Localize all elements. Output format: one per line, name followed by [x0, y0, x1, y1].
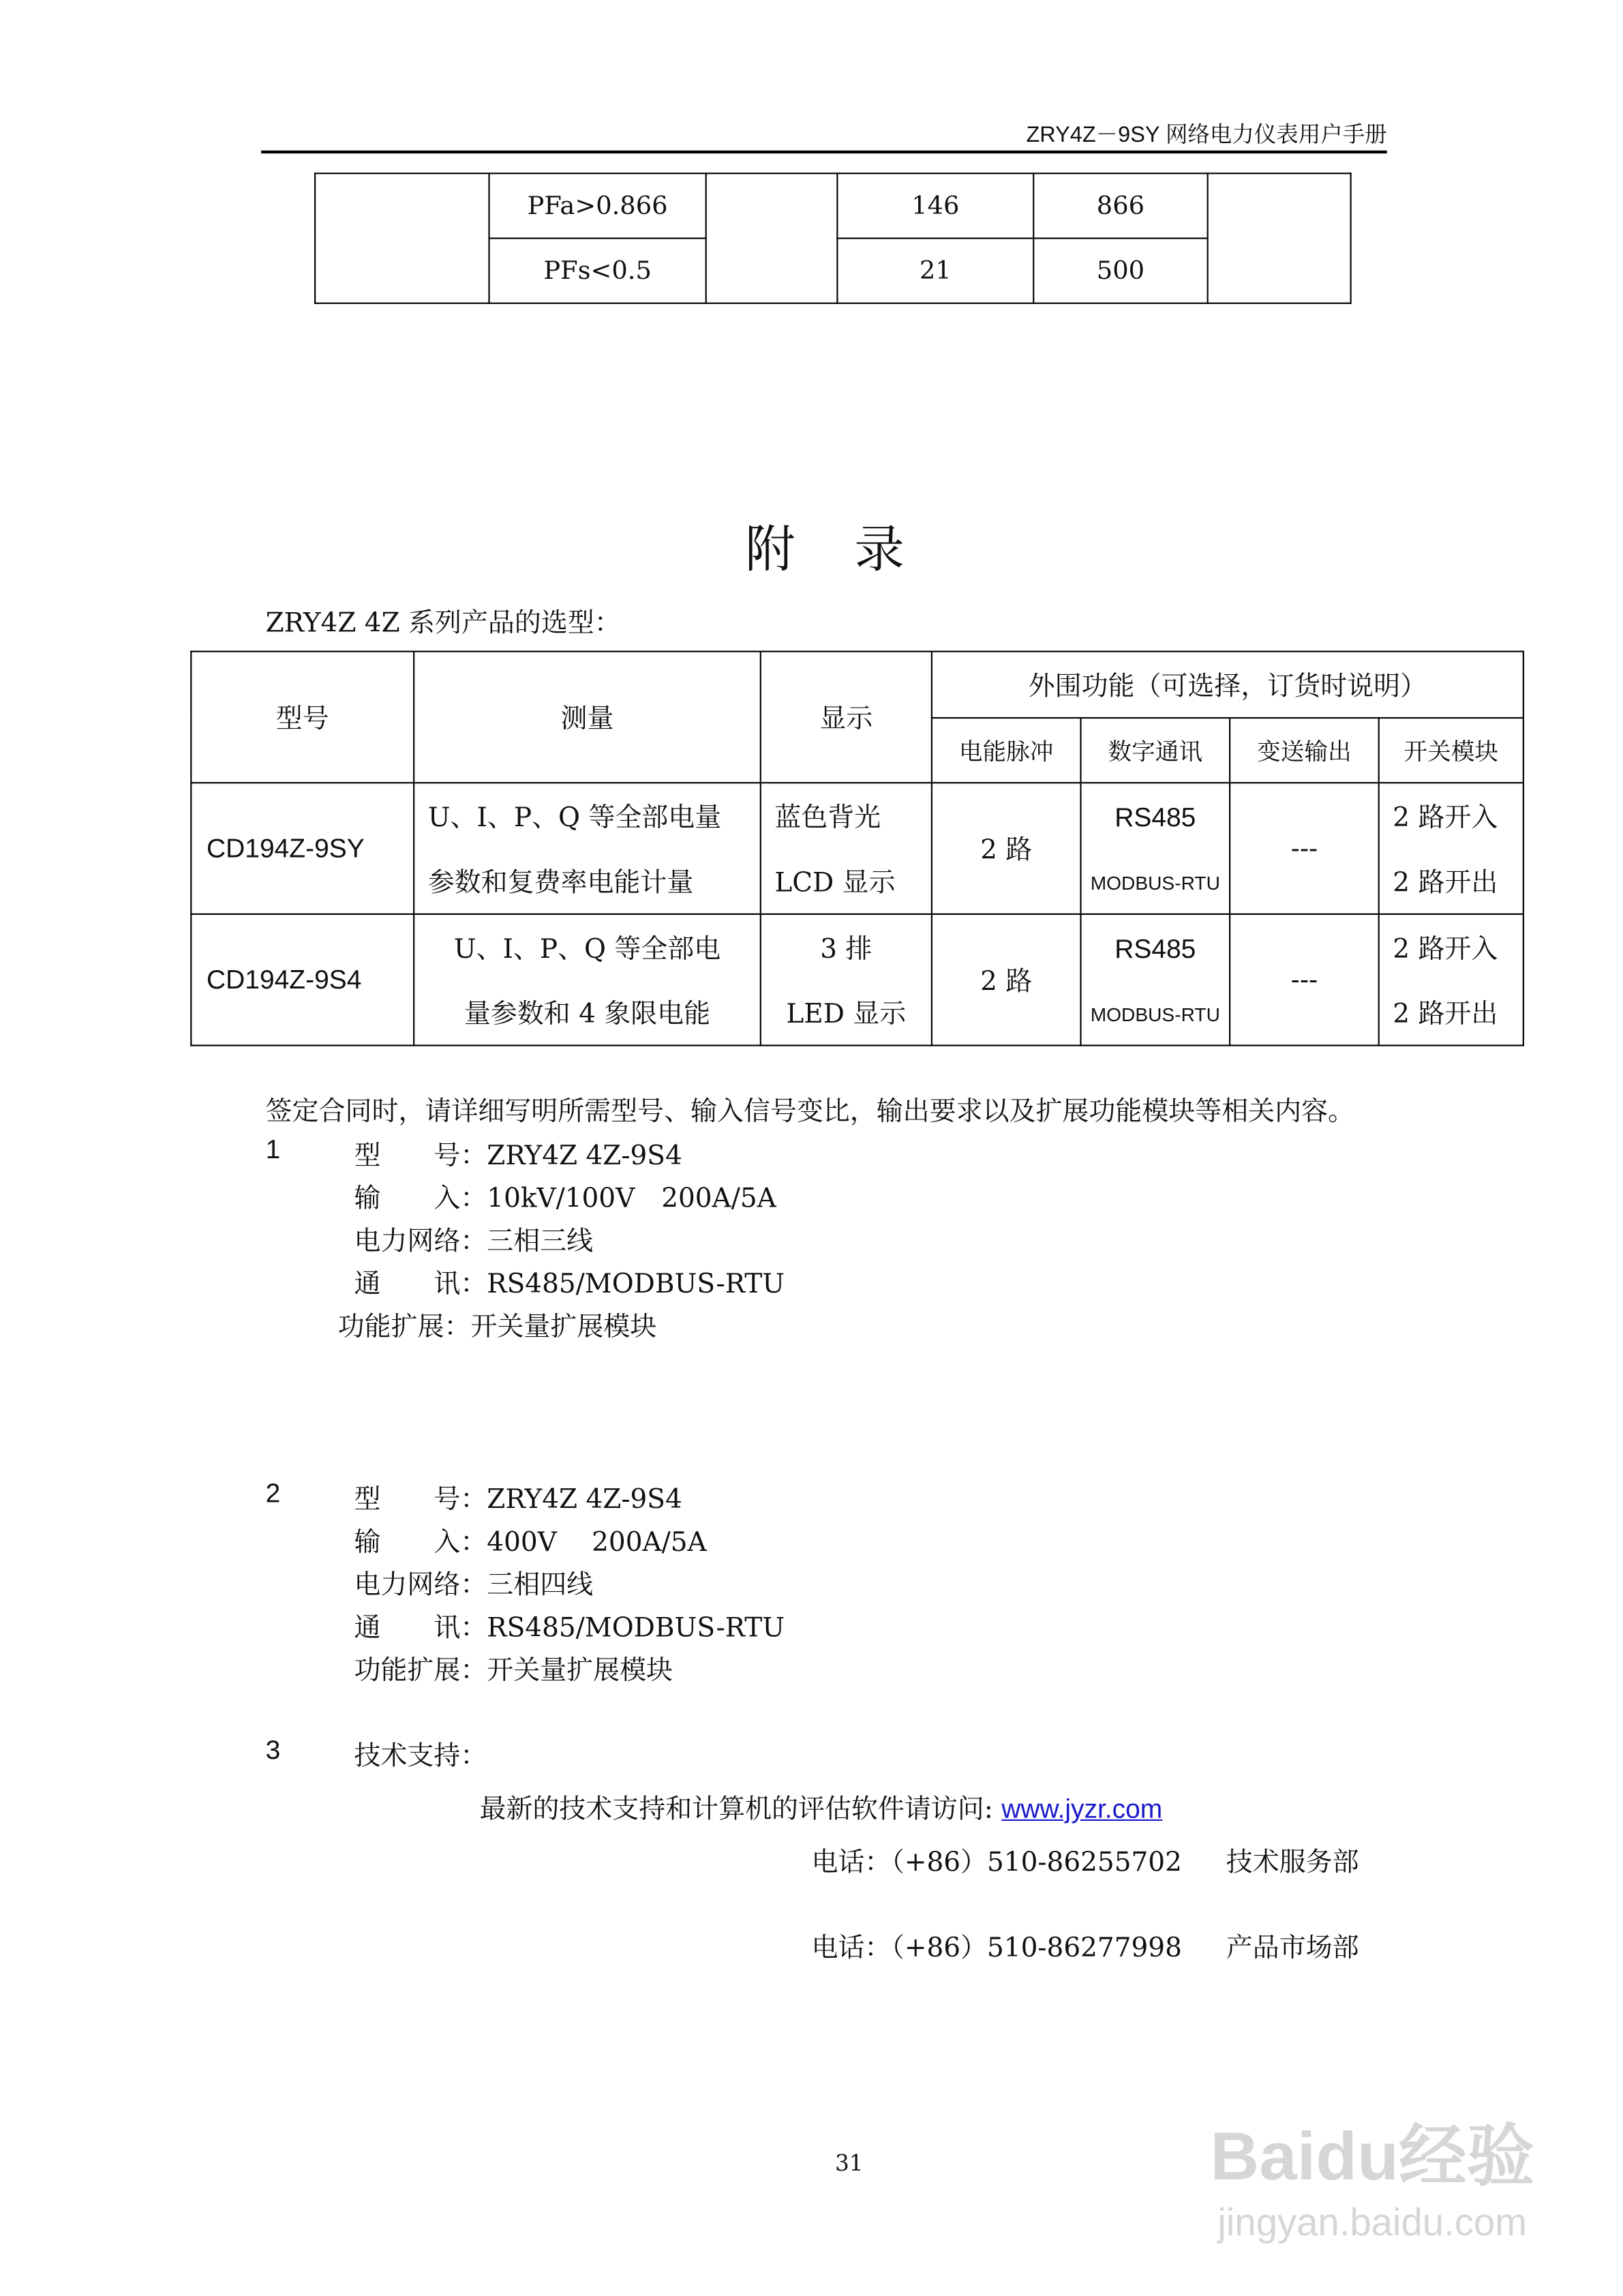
header-display: 显示	[761, 652, 932, 783]
header-rule	[261, 151, 1387, 153]
header-switch: 开关模块	[1379, 718, 1523, 783]
example-line: 通 讯：RS485/MODBUS-RTU	[354, 1612, 785, 1644]
page-header: ZRY4Z－9SY 网络电力仪表用户手册	[1026, 122, 1387, 148]
support-visit: 最新的技术支持和计算机的评估软件请访问: www.jyzr.com	[479, 1794, 1163, 1826]
example-line: 电力网络：三相四线	[354, 1570, 594, 1601]
header-model: 型号	[191, 652, 414, 783]
phone-line: 电话：（+86）510-86255702 技术服务部	[811, 1847, 1359, 1879]
selection-table	[190, 651, 1524, 1046]
example-line: 输 入：10kV/100V 200A/5A	[354, 1183, 776, 1215]
example-line: 通 讯：RS485/MODBUS-RTU	[354, 1269, 785, 1300]
cell: 146	[837, 173, 1033, 238]
example-line: 功能扩展：开关量扩展模块	[354, 1655, 673, 1687]
cell-model: CD194Z-9S4	[191, 914, 414, 1046]
cell-switch: 2 路开入 2 路开出	[1379, 783, 1523, 914]
header-pulse: 电能脉冲	[932, 718, 1081, 783]
cell-transmit: ---	[1230, 914, 1379, 1046]
example-line: 功能扩展：开关量扩展模块	[337, 1312, 657, 1343]
header-transmit: 变送输出	[1230, 718, 1379, 783]
table-row	[191, 783, 1523, 914]
cell: PFa>0.866	[489, 173, 706, 238]
cell-measure: U、I、P、Q 等全部电 量参数和 4 象限电能	[414, 914, 761, 1046]
table-row	[191, 914, 1523, 1046]
cell: 21	[837, 239, 1033, 303]
header-row	[191, 652, 1523, 718]
header-peripheral: 外围功能（可选择，订货时说明）	[932, 652, 1523, 718]
example-line: 型 号：ZRY4Z 4Z-9S4	[354, 1484, 682, 1515]
website-link[interactable]: www.jyzr.com	[1001, 1794, 1163, 1824]
cell-pulse: 2 路	[932, 914, 1081, 1046]
header-comm: 数字通讯	[1080, 718, 1230, 783]
cell-pulse: 2 路	[932, 783, 1081, 914]
cell-display: 蓝色背光 LCD 显示	[761, 783, 932, 914]
top-table	[314, 172, 1352, 304]
header-measure: 测量	[414, 652, 761, 783]
support-title: 技术支持：	[354, 1741, 487, 1772]
cell-switch: 2 路开入 2 路开出	[1379, 914, 1523, 1046]
example-number: 1	[265, 1134, 281, 1164]
cell-comm: RS485 MODBUS-RTU	[1080, 914, 1230, 1046]
cell-measure: U、I、P、Q 等全部电量 参数和复费率电能计量	[414, 783, 761, 914]
cell-transmit: ---	[1230, 783, 1379, 914]
phone-line: 电话：（+86）510-86277998 产品市场部	[811, 1933, 1359, 1964]
baidu-watermark: Baidu经验 jingyan.baidu.com	[1210, 2117, 1535, 2245]
page-number: 31	[835, 2149, 864, 2177]
example-line: 型 号：ZRY4Z 4Z-9S4	[354, 1141, 682, 1172]
contract-note: 签定合同时，请详细写明所需型号、输入信号变比，输出要求以及扩展功能模块等相关内容。	[265, 1096, 1355, 1128]
cell-model: CD194Z-9SY	[191, 783, 414, 914]
cell: 500	[1033, 239, 1207, 303]
cell-comm: RS485 MODBUS-RTU	[1080, 783, 1230, 914]
example-number: 2	[265, 1478, 281, 1509]
cell-display: 3 排 LED 显示	[761, 914, 932, 1046]
table-row	[315, 173, 1350, 238]
appendix-subtitle: ZRY4Z 4Z 系列产品的选型：	[265, 607, 621, 639]
appendix-title: 附录	[745, 521, 964, 580]
example-line: 电力网络：三相三线	[354, 1226, 594, 1258]
cell: PFs<0.5	[489, 239, 706, 303]
cell: 866	[1033, 173, 1207, 238]
support-number: 3	[265, 1735, 281, 1765]
example-line: 输 入：400V 200A/5A	[354, 1527, 707, 1558]
